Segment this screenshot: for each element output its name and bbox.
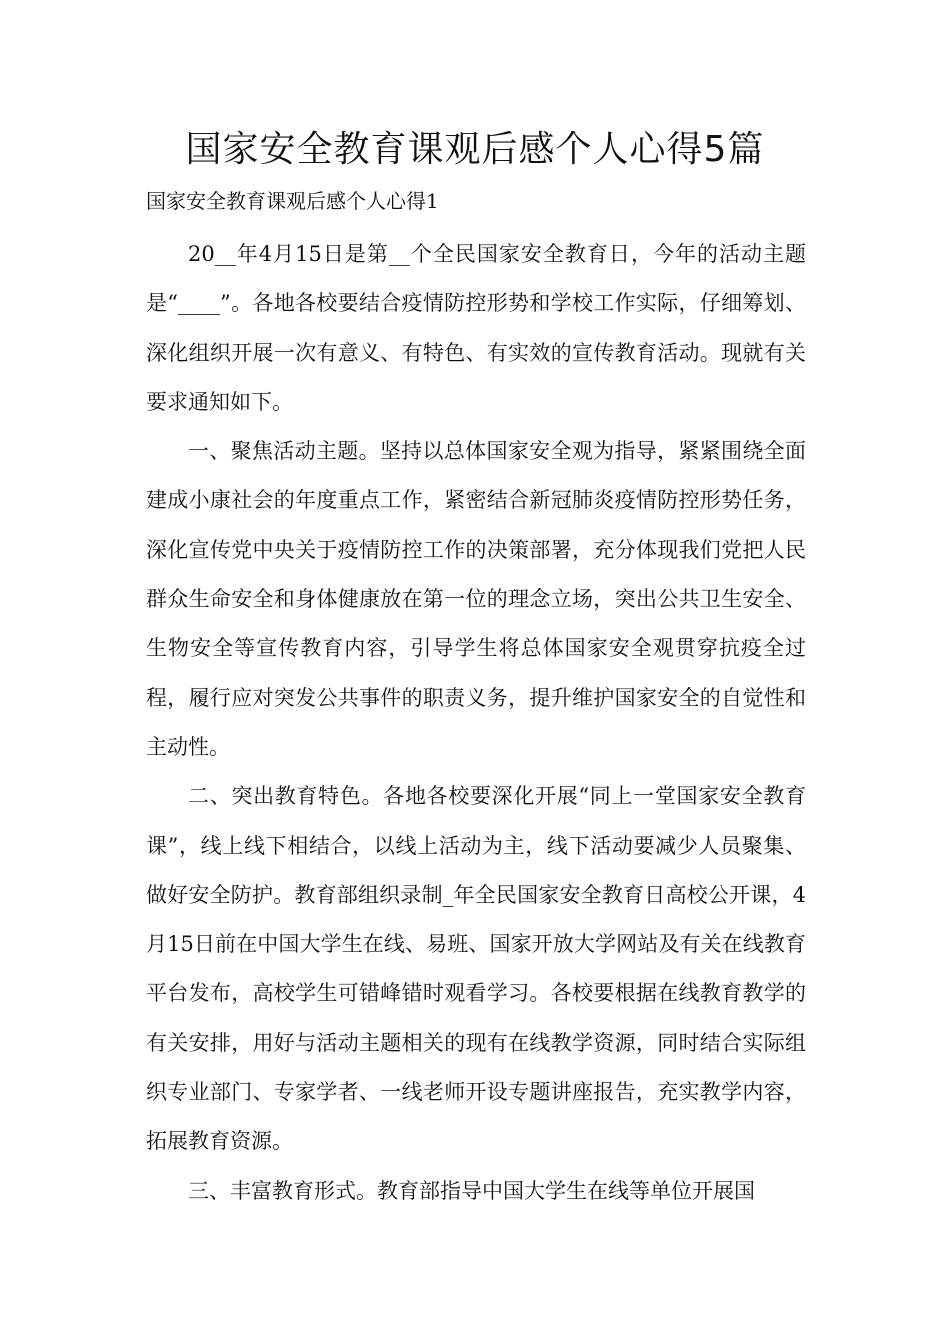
paragraph-section-1: 一、聚焦活动主题。坚持以总体国家安全观为指导，紧紧围绕全面建成小康社会的年度重点工作，紧密结合新冠肺炎疫情防控形势任务，深化宣传党中央关于疫情防控工作的决策部署，充分体现我们党把人民群众生命安全和身体健康放在第一位的理念立场，突出公共卫生安全、生物安全等宣传教育内容，引导学生将总体国家安全观贯穿抗疫全过程，履行应对突发公共事件的职责义务，提升维护国家安全的自觉性和主动性。 [146,439,806,759]
paragraph-section-3: 三、丰富教育形式。教育部指导中国大学生在线等单位开展国 [188,1178,755,1203]
document-title: 国家安全教育课观后感个人心得5篇 [185,129,765,170]
document-body [146,230,806,1216]
document-subtitle: 国家安全教育课观后感个人心得1 [146,189,439,213]
paragraph-section-2: 二、突出教育特色。各地各校要深化开展“同上一堂国家安全教育课”，线上线下相结合，以线上活动为主，线下活动要减少人员聚集、做好安全防护。教育部组织录制_年全民国家安全教育日高校公开课，4月15日前在中国大学生在线、易班、国家开放大学网站及有关在线教育平台发布，高校学生可错峰错时观看学习。各校要根据在线教育教学的有关安排，用好与活动主题相关的现有在线教学资源，同时结合实际组织专业部门、专家学者、一线老师开设专题讲座报告，充实教学内容，拓展教育资源。 [146,784,806,1154]
paragraph-intro: 20__年4月15日是第__个全民国家安全教育日，今年的活动主题是“____”。各地各校要结合疫情防控形势和学校工作实际，仔细筹划、深化组织开展一次有意义、有特色、有实效的宣传教育活动。现就有关要求通知如下。 [146,242,806,414]
